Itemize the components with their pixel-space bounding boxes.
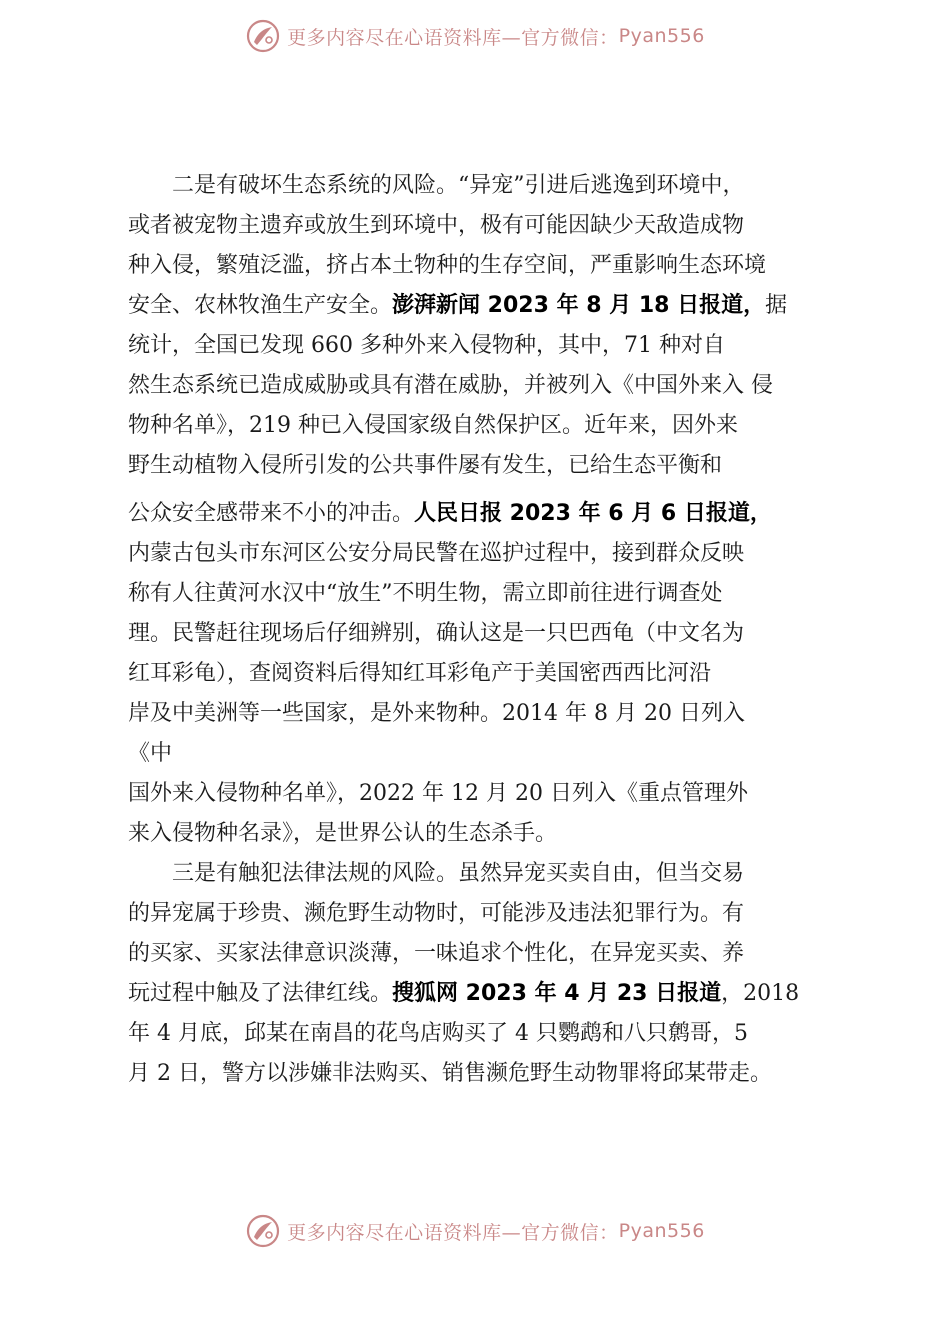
footer-watermark <box>0 1211 950 1251</box>
text-line: 理。民警赶往现场后仔细辨别，确认这是一只巴西龟（中文名为 <box>128 621 745 646</box>
text-line: 二是有破坏生态系统的风险。“异宠”引进后逃逸到环境中， <box>128 173 745 198</box>
text-line: 岸及中美洲等一些国家，是外来物种。2014 年 8 月 20 日列入 <box>128 701 745 726</box>
watermark-code: Pyan556 <box>618 1220 705 1242</box>
article-body <box>128 166 844 1094</box>
text-line: 的异宠属于珍贵、濒危野生动物时，可能涉及违法犯罪行为。有 <box>128 901 745 926</box>
watermark-text: 更多内容尽在心语资料库—官方微信： <box>287 1221 619 1244</box>
text-line: 的买家、买家法律意识淡薄，一味追求个性化，在异宠买卖、养 <box>128 941 745 966</box>
text-line: 三是有触犯法律法规的风险。虽然异宠买卖自由，但当交易 <box>128 861 745 886</box>
text-line: 《中 <box>128 741 173 766</box>
text-line: 安全、农林牧渔生产安全。澎湃新闻 2023 年 8 月 18 日报道，据 <box>128 293 788 318</box>
watermark-code: Pyan556 <box>618 25 705 47</box>
source-citation: 澎湃新闻 2023 年 8 月 18 日报道， <box>392 293 766 318</box>
seal-logo-icon <box>245 1213 281 1249</box>
text-line: 来入侵物种名录》，是世界公认的生态杀手。 <box>128 821 558 846</box>
text-line: 年 4 月底，邱某在南昌的花鸟店购买了 4 只鹦鹉和八只鹩哥，5 <box>128 1021 748 1046</box>
text-line: 野生动植物入侵所引发的公共事件屡有发生，已给生态平衡和 <box>128 453 723 478</box>
text-line: 统计，全国已发现 660 多种外来入侵物种，其中，71 种对自 <box>128 333 725 358</box>
text-line: 内蒙古包头市东河区公安分局民警在巡护过程中，接到群众反映 <box>128 541 745 566</box>
text-line: 玩过程中触及了法律红线。搜狐网 2023 年 4 月 23 日报道，2018 <box>128 981 800 1006</box>
source-citation: 搜狐网 2023 年 4 月 23 日报道 <box>392 981 722 1006</box>
text-line: 红耳彩龟），查阅资料后得知红耳彩龟产于美国密西西比河沿 <box>128 661 712 686</box>
text-line: 称有人往黄河水汉中“放生”不明生物，需立即前往进行调查处 <box>128 581 723 606</box>
watermark-text: 更多内容尽在心语资料库—官方微信： <box>287 26 619 49</box>
seal-logo-icon <box>245 18 281 54</box>
source-citation: 人民日报 2023 年 6 月 6 日报道， <box>414 501 772 526</box>
text-line: 种入侵，繁殖泛滥，挤占本土物种的生存空间，严重影响生态环境 <box>128 253 767 278</box>
text-line: 或者被宠物主遗弃或放生到环境中，极有可能因缺少天敌造成物 <box>128 213 745 238</box>
text-line: 物种名单》，219 种已入侵国家级自然保护区。近年来，因外来 <box>128 413 738 438</box>
text-line: 国外来入侵物种名单》，2022 年 12 月 20 日列入《重点管理外 <box>128 781 748 806</box>
text-line: 月 2 日，警方以涉嫌非法购买、销售濒危野生动物罪将邱某带走。 <box>128 1061 772 1086</box>
text-line: 然生态系统已造成威胁或具有潜在威胁，并被列入《中国外来入 侵 <box>128 373 773 398</box>
text-line: 公众安全感带来不小的冲击。人民日报 2023 年 6 月 6 日报道， <box>128 501 772 526</box>
header-watermark <box>0 16 950 56</box>
